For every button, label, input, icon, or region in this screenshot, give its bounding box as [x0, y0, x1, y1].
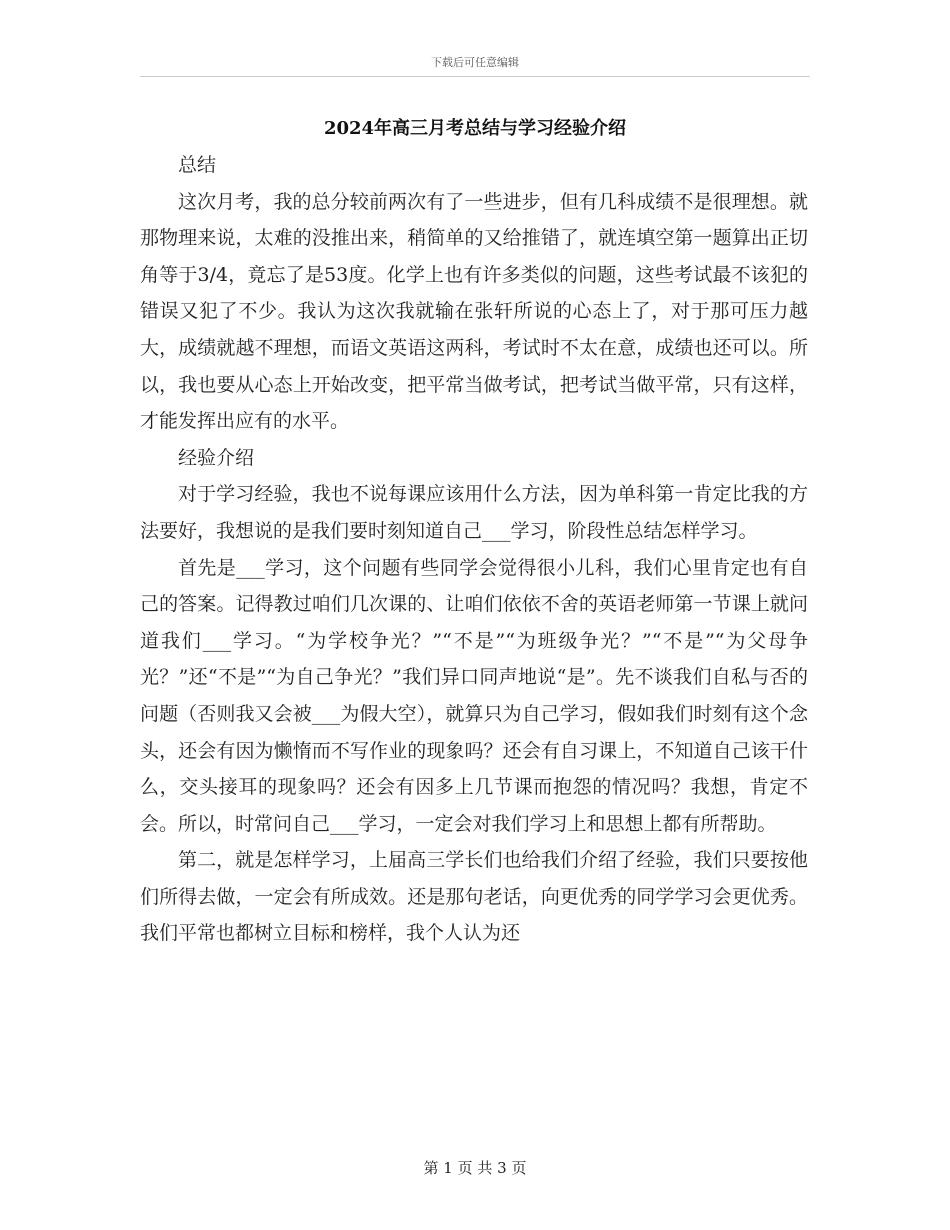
page-header-note: 下载后可任意编辑	[431, 56, 519, 69]
paragraph-4: 第二，就是怎样学习，上届高三学长们也给我们介绍了经验，我们只要按他们所得去做，一定会有所成效。还是那句老话，向更优秀的同学学习会更优秀。我们平常也都树立目标和榜样，我个人认为还	[140, 849, 808, 945]
paragraph-1: 这次月考，我的总分较前两次有了一些进步，但有几科成绩不是很理想。就那物理来说，太难的没推出来，稍简单的又给推错了，就连填空第一题算出正切角等于3/4，竟忘了是53度。化学上也有许多类似的问题，这些考试最不该犯的错误又犯了不少。我认为这次我就输在张轩所说的心态上了，对于那可压力越大，成绩就越不理想，而语文英语这两科，考试时不太在意，成绩也还可以。所以，我也要从心态上开始改变，把平常当做考试，把考试当做平常，只有这样，才能发挥出应有的水平。	[140, 190, 808, 433]
paragraph-3: 首先是___学习，这个问题有些同学会觉得很小儿科，我们心里肯定也有自己的答案。记得教过咱们几次课的、让咱们依依不舍的英语老师第一节课上就问道我们___学习。“为学校争光？”“不是”“为班级争光？”“不是”“为父母争光？”还“不是”“为自己争光？”我们异口同声地说“是”。先不谈我们自私与否的问题（否则我又会被___为假大空），就算只为自己学习，假如我们时刻有这个念头，还会有因为懒惰而不写作业的现象吗？还会有自习课上，不知道自己该干什么，交头接耳的现象吗？还会有因多上几节课而抱怨的情况吗？我想，肯定不会。所以，时常问自己___学习，一定会对我们学习上和思想上都有所帮助。	[140, 556, 808, 835]
header-divider	[140, 76, 810, 77]
page-number: 第 1 页 共 3 页	[423, 1159, 527, 1177]
section-heading-experience: 经验介绍	[178, 446, 255, 469]
document-title: 2024年高三月考总结与学习经验介绍	[323, 118, 627, 139]
document-body	[140, 147, 808, 952]
paragraph-2: 对于学习经验，我也不说每课应该用什么方法，因为单科第一肯定比我的方法要好，我想说的是我们要时刻知道自己___学习，阶段性总结怎样学习。	[140, 483, 808, 542]
section-heading-summary: 总结	[178, 154, 217, 176]
